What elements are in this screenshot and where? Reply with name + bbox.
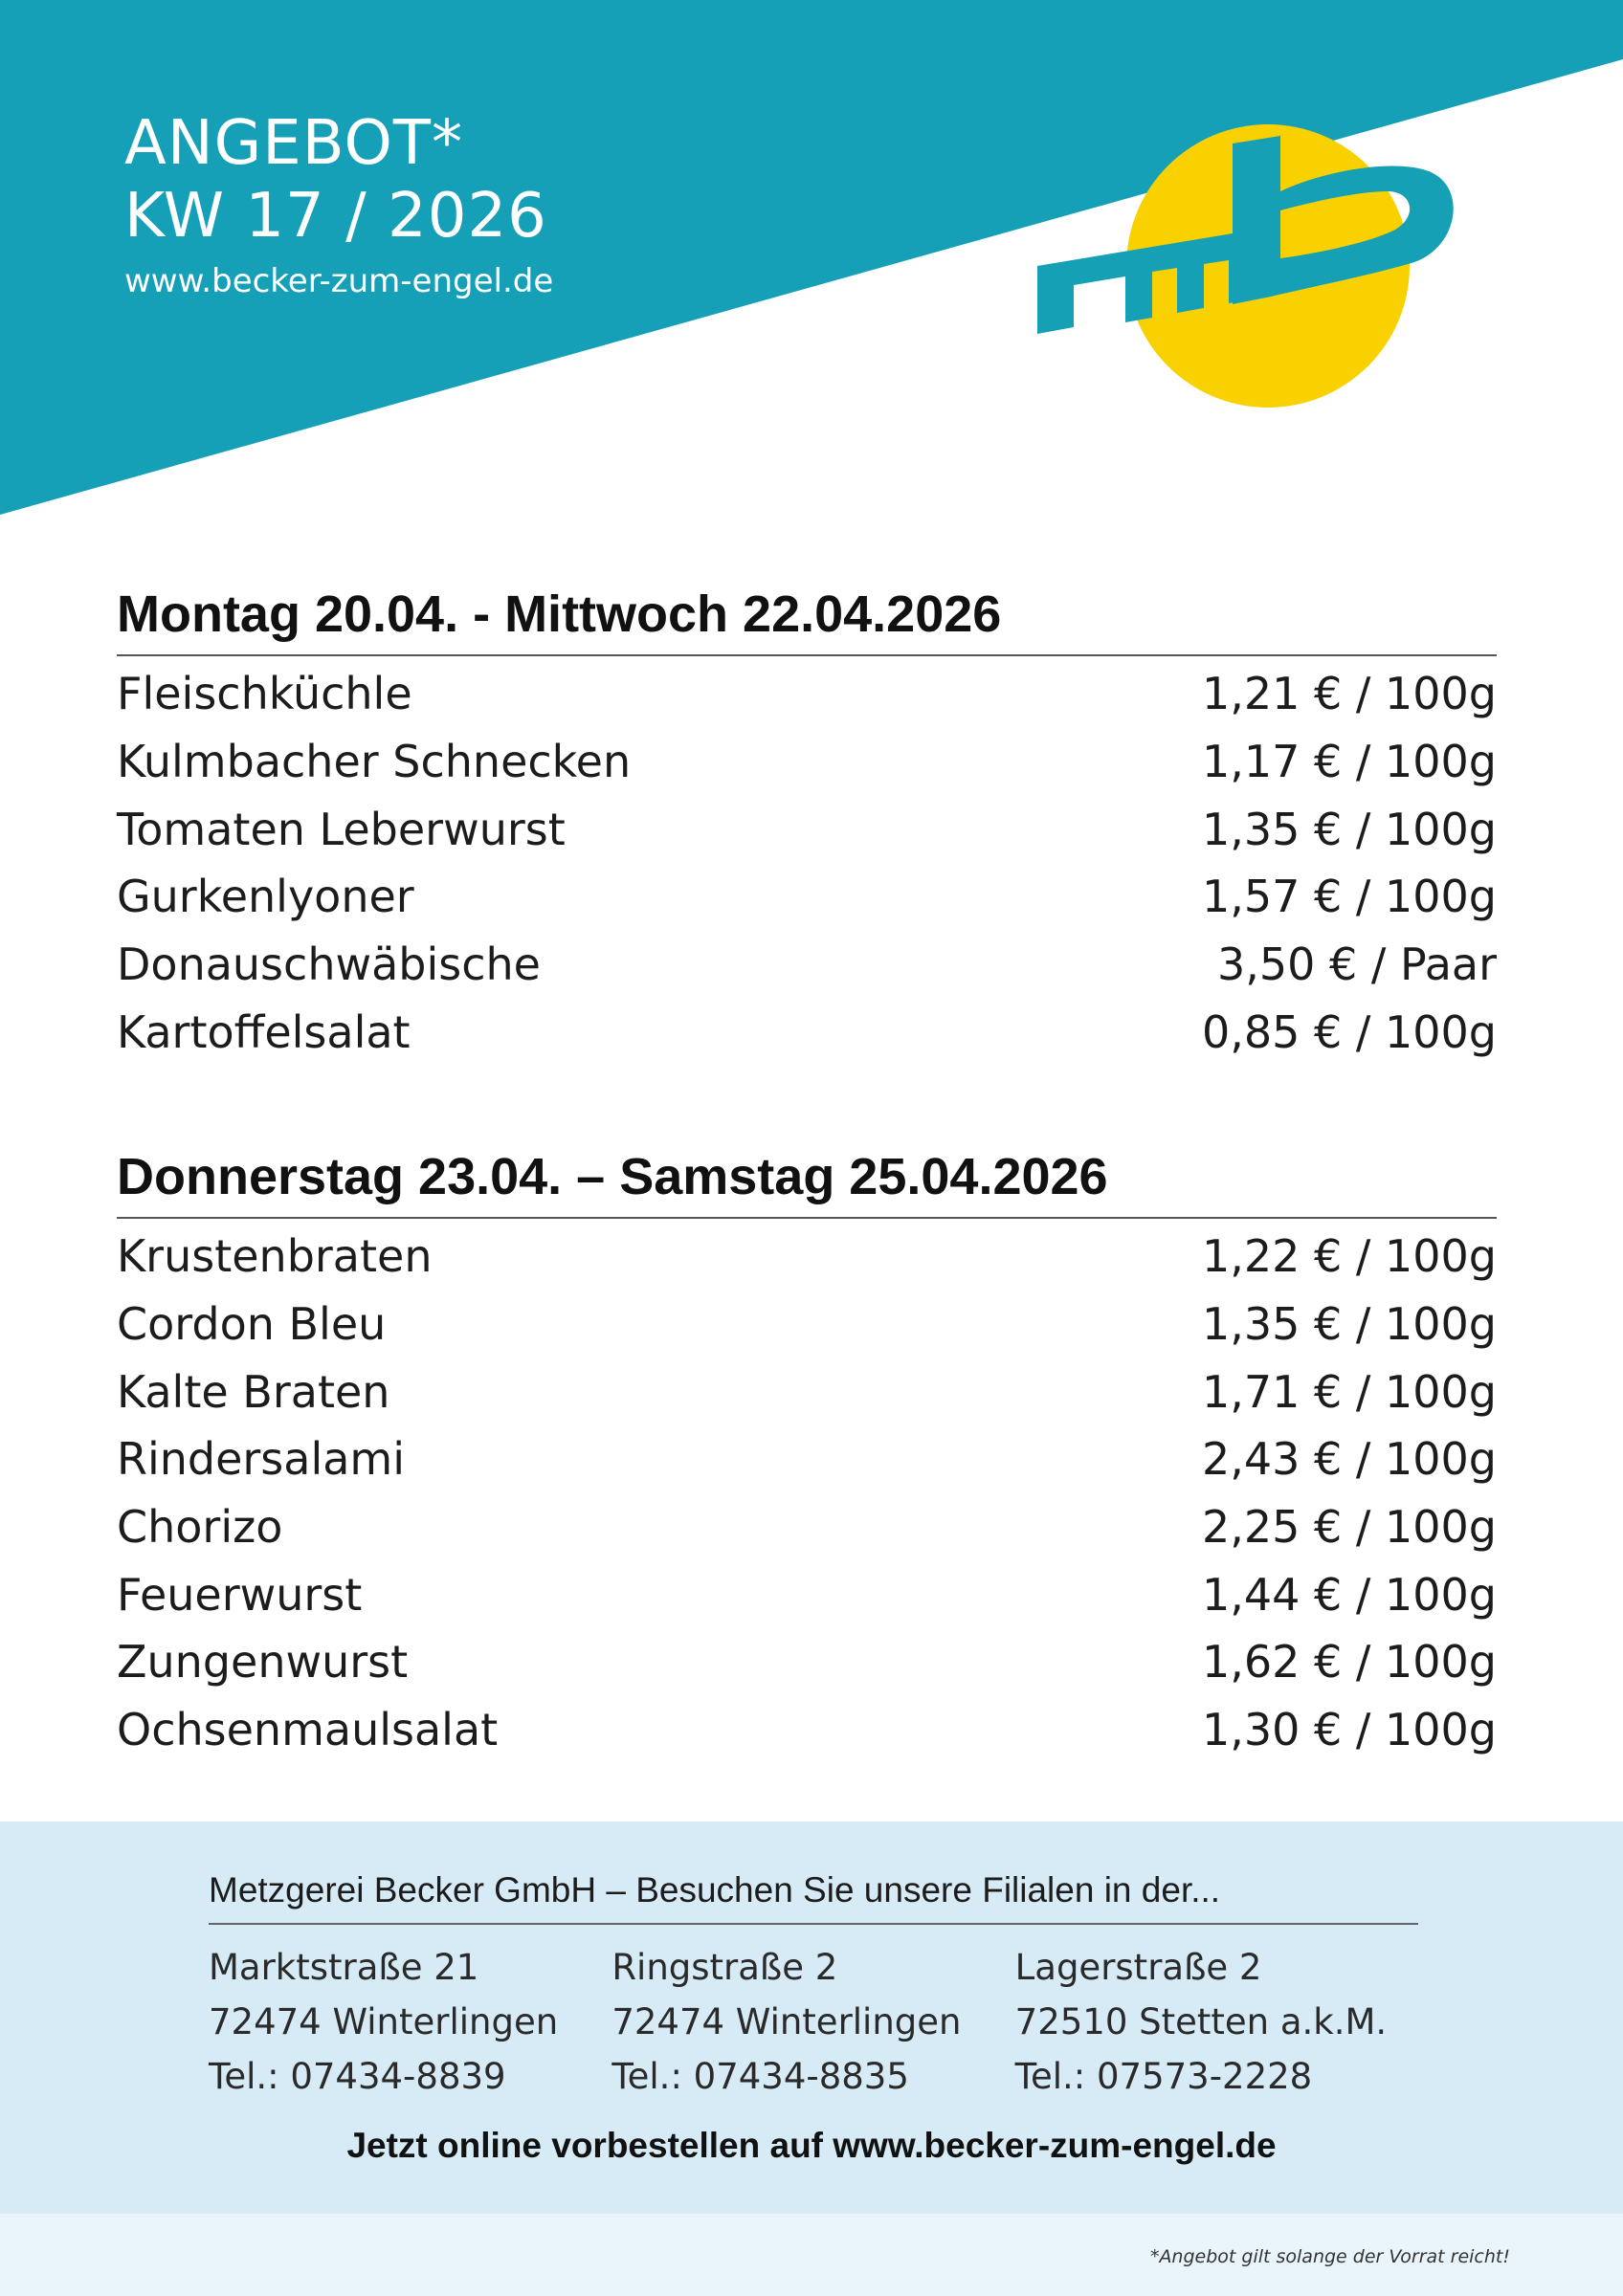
item-price: 1,35 € / 100g xyxy=(1201,803,1497,855)
item-name: Zungenwurst xyxy=(117,1636,409,1689)
item-name: Kalte Braten xyxy=(117,1365,390,1418)
item-name: Fleischküchle xyxy=(117,668,412,720)
item-price: 1,62 € / 100g xyxy=(1201,1636,1497,1689)
mb-logo xyxy=(1034,124,1483,411)
branch-street: Lagerstraße 2 xyxy=(1014,1947,1262,1988)
item-name: Kartoffelsalat xyxy=(117,1005,411,1058)
offer-section-1 xyxy=(117,585,1497,1066)
header-title-line2: KW 17 / 2026 xyxy=(124,181,547,252)
item-price: 0,85 € / 100g xyxy=(1201,1005,1497,1058)
item-price: 3,50 € / Paar xyxy=(1216,938,1497,991)
disclaimer-note: *Angebot gilt solange der Vorrat reicht! xyxy=(1149,2246,1510,2267)
list-item xyxy=(117,660,1497,728)
branch-address xyxy=(611,1940,1014,2104)
branch-phone: Tel.: 07434-8835 xyxy=(611,2056,909,2097)
branch-street: Marktstraße 21 xyxy=(209,1947,479,1988)
branch-address xyxy=(1015,1940,1418,2104)
list-item xyxy=(117,1628,1497,1696)
branch-address xyxy=(209,1940,611,2104)
list-item xyxy=(117,863,1497,931)
section-heading: Montag 20.04. - Mittwoch 22.04.2026 xyxy=(117,585,1002,643)
header-url[interactable]: www.becker-zum-engel.de xyxy=(124,262,554,300)
footer-divider xyxy=(209,1923,1418,1925)
section-divider xyxy=(117,654,1497,656)
item-name: Chorizo xyxy=(117,1501,283,1554)
list-item xyxy=(117,1493,1497,1561)
item-price: 1,30 € / 100g xyxy=(1201,1704,1497,1756)
item-name: Kulmbacher Schnecken xyxy=(117,736,632,788)
item-name: Cordon Bleu xyxy=(117,1298,387,1351)
branch-city: 72510 Stetten a.k.M. xyxy=(1014,2001,1388,2042)
item-name: Krustenbraten xyxy=(117,1230,433,1283)
branch-phone: Tel.: 07434-8839 xyxy=(209,2056,506,2097)
order-online-link[interactable]: Jetzt online vorbestellen auf www.becker-zum-engel.de xyxy=(346,2126,1277,2165)
list-item xyxy=(117,1560,1497,1628)
list-item xyxy=(117,795,1497,863)
item-name: Donauschwäbische xyxy=(117,938,541,991)
item-price: 2,43 € / 100g xyxy=(1201,1433,1497,1486)
item-price: 1,35 € / 100g xyxy=(1201,1298,1497,1351)
item-price: 1,71 € / 100g xyxy=(1201,1365,1497,1418)
offer-section-2 xyxy=(117,1148,1497,1764)
branch-phone: Tel.: 07573-2228 xyxy=(1014,2056,1313,2097)
list-item xyxy=(117,728,1497,796)
section-heading: Donnerstag 23.04. – Samstag 25.04.2026 xyxy=(117,1148,1108,1205)
item-name: Ochsenmaulsalat xyxy=(117,1704,499,1756)
branch-city: 72474 Winterlingen xyxy=(611,2001,962,2042)
item-list xyxy=(117,1223,1497,1764)
item-price: 1,21 € / 100g xyxy=(1201,668,1497,720)
item-name: Tomaten Leberwurst xyxy=(117,803,566,855)
item-list xyxy=(117,660,1497,1066)
header-text-block xyxy=(124,107,553,300)
branch-city: 72474 Winterlingen xyxy=(209,2001,559,2042)
item-price: 1,22 € / 100g xyxy=(1201,1230,1497,1283)
list-item xyxy=(117,998,1497,1066)
item-price: 1,17 € / 100g xyxy=(1201,736,1497,788)
item-price: 1,57 € / 100g xyxy=(1201,871,1497,923)
footer-content xyxy=(209,1869,1418,2104)
section-divider xyxy=(117,1217,1497,1219)
list-item xyxy=(117,1223,1497,1291)
list-item xyxy=(117,1358,1497,1425)
item-name: Feuerwurst xyxy=(117,1568,363,1621)
footer-heading: Metzgerei Becker GmbH – Besuchen Sie unsere Filialen in der... xyxy=(209,1870,1221,1910)
item-price: 1,44 € / 100g xyxy=(1201,1568,1497,1621)
item-name: Rindersalami xyxy=(117,1433,406,1486)
list-item xyxy=(117,1696,1497,1764)
branch-street: Ringstraße 2 xyxy=(611,1947,838,1988)
header-title-line1: ANGEBOT* xyxy=(124,108,463,179)
item-price: 2,25 € / 100g xyxy=(1201,1501,1497,1554)
list-item xyxy=(117,1291,1497,1358)
item-name: Gurkenlyoner xyxy=(117,871,414,923)
list-item xyxy=(117,931,1497,999)
list-item xyxy=(117,1425,1497,1493)
branch-list xyxy=(209,1940,1418,2104)
